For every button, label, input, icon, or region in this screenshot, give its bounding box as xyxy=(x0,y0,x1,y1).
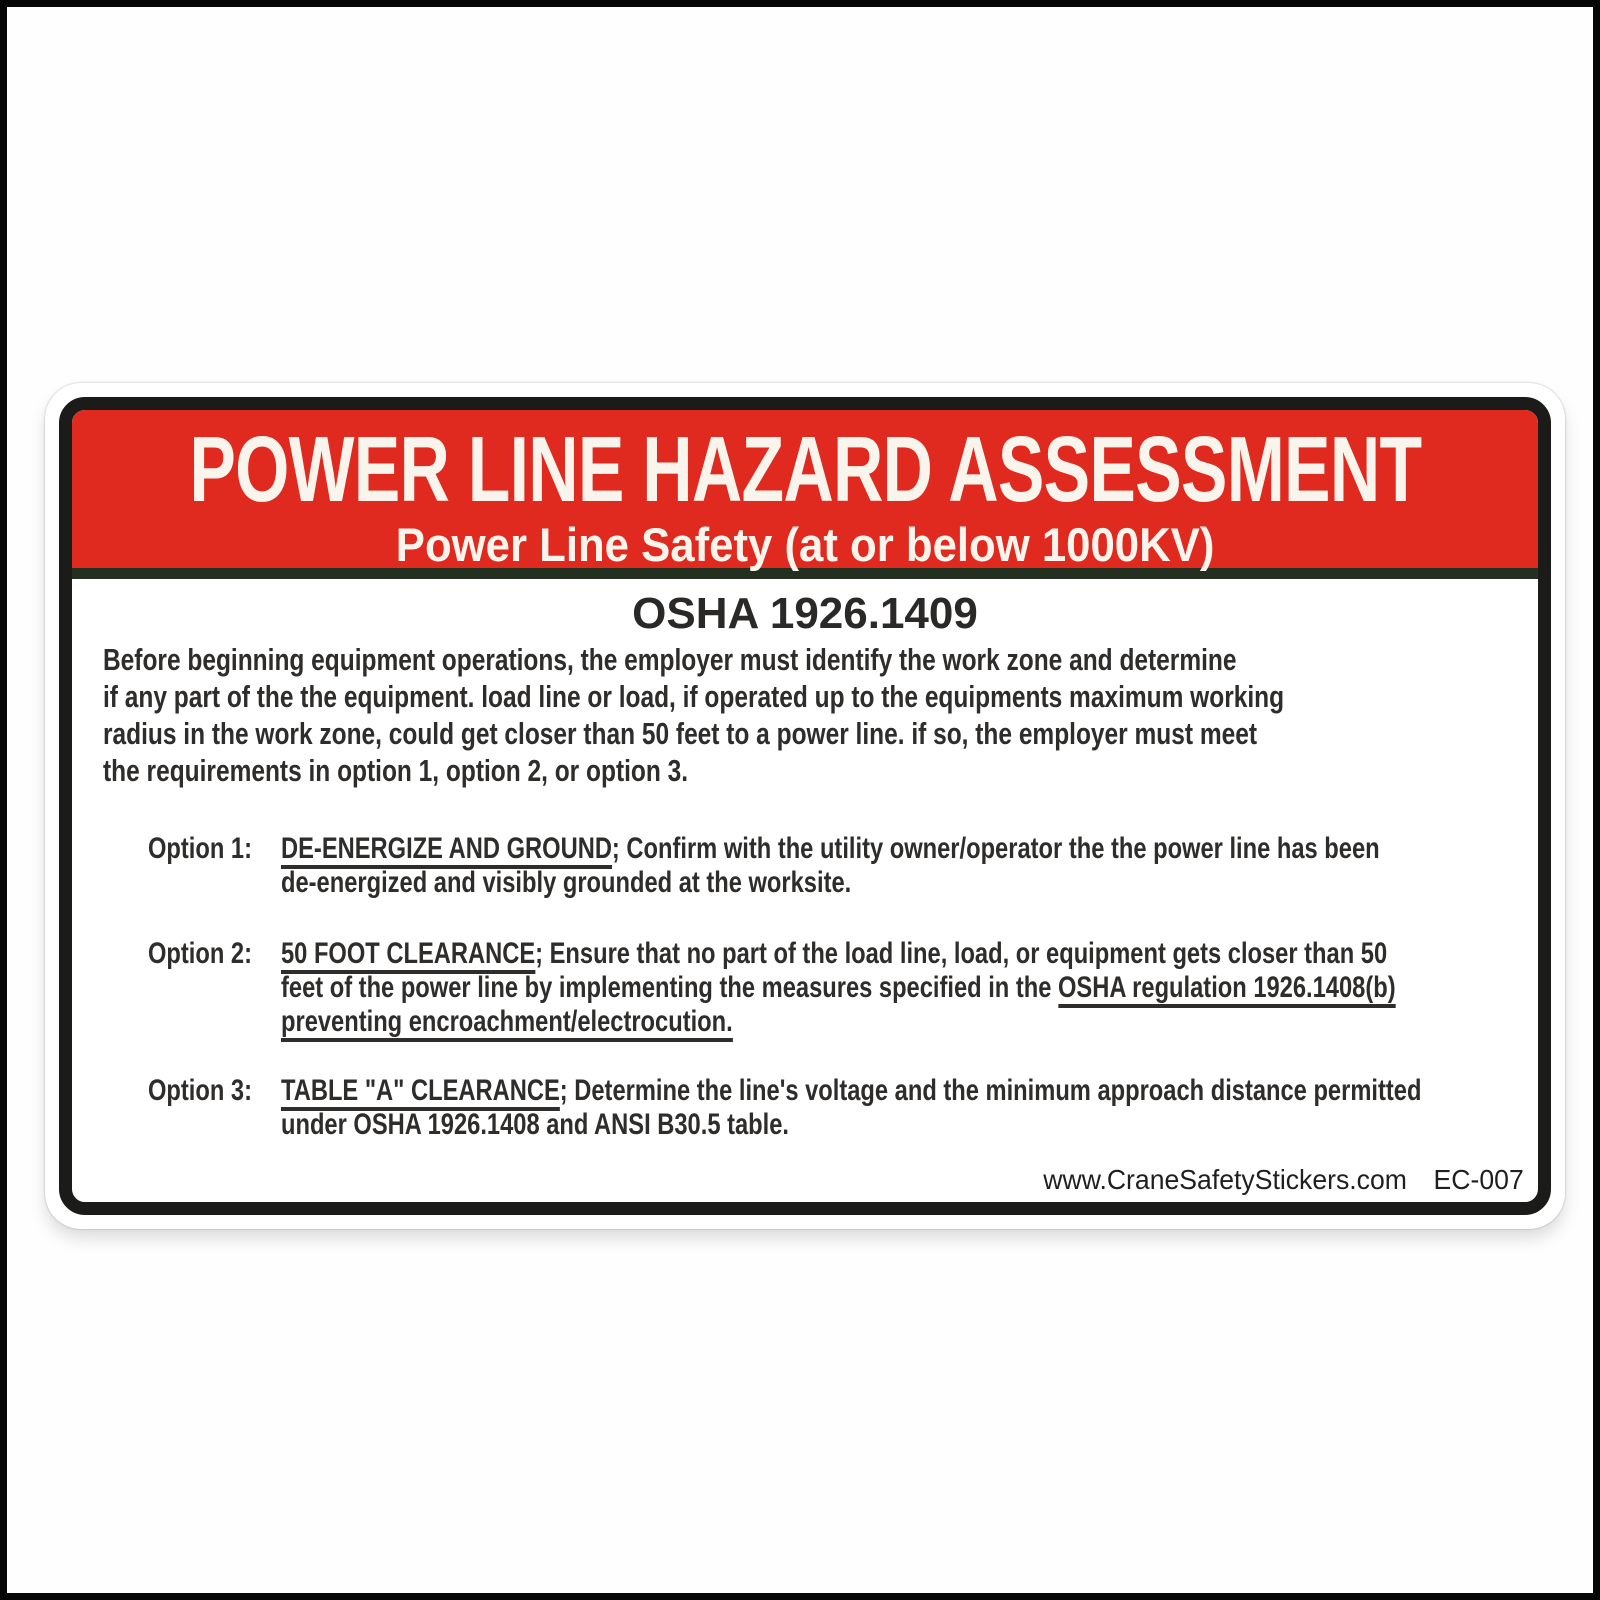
option-2-line-1: 50 FOOT CLEARANCE; Ensure that no part of the load line, load, or equipment gets closer than 50 xyxy=(281,937,1396,971)
option-1-line-1: DE-ENERGIZE AND GROUND; Confirm with the utility owner/operator the the power line has been xyxy=(281,832,1380,866)
option-3-row xyxy=(148,1074,1522,1142)
product-code: EC-007 xyxy=(1433,1164,1524,1195)
website-text: www.CraneSafetyStickers.com xyxy=(1043,1164,1408,1195)
intro-line: if any part of the the equipment. load line or load, if operated up to the equipments maximum working xyxy=(103,679,1285,714)
option-3-label: Option 3: xyxy=(148,1074,253,1107)
option-1-label: Option 1: xyxy=(148,832,253,865)
option-1-line-2: de-energized and visibly grounded at the worksite. xyxy=(281,866,852,899)
regulation-heading: OSHA 1926.1409 xyxy=(632,589,978,638)
option-3-text xyxy=(281,1074,1551,1142)
option-2-line-3 xyxy=(281,1005,1396,1039)
safety-sticker xyxy=(45,383,1565,1229)
sticker-printed-border xyxy=(59,397,1551,1215)
option-2-row xyxy=(148,937,1522,1039)
option-2-line-2: feet of the power line by implementing the measures specified in the OSHA regulation 1926.1408(b) xyxy=(281,971,1396,1005)
intro-line: radius in the work zone, could get closer than 50 feet to a power line. if so, the employer must meet xyxy=(103,716,1258,751)
sticker-subtitle: Power Line Safety (at or below 1000KV) xyxy=(395,518,1215,571)
option-2-underlined-phrase: preventing encroachment/electrocution. xyxy=(281,1005,733,1042)
intro-line: Before beginning equipment operations, the employer must identify the work zone and determine xyxy=(103,642,1237,677)
option-3-keyword: TABLE "A" CLEARANCE xyxy=(281,1074,560,1111)
option-2-text xyxy=(281,937,1551,1039)
option-2-keyword: 50 FOOT CLEARANCE xyxy=(281,937,535,974)
sticker-body xyxy=(72,579,1538,1202)
option-1-row xyxy=(148,832,1522,900)
option-2-label: Option 2: xyxy=(148,937,253,970)
option-1-keyword: DE-ENERGIZE AND GROUND xyxy=(281,832,612,869)
intro-paragraph xyxy=(103,641,1522,789)
intro-line: the requirements in option 1, option 2, or option 3. xyxy=(103,753,689,788)
option-3-line-1: TABLE "A" CLEARANCE; Determine the line's voltage and the minimum approach distance permitted xyxy=(281,1074,1421,1108)
option-2-regulation-ref: OSHA regulation 1926.1408(b) xyxy=(1058,971,1396,1008)
title-row xyxy=(72,418,1538,521)
option-3-line-2: under OSHA 1926.1408 and ANSI B30.5 table. xyxy=(281,1108,789,1141)
sticker-title: POWER LINE HAZARD ASSESSMENT xyxy=(189,417,1421,521)
option-1-text xyxy=(281,832,1551,900)
subtitle-row xyxy=(72,518,1538,571)
header-band xyxy=(72,410,1538,579)
footer xyxy=(1044,1164,1524,1196)
